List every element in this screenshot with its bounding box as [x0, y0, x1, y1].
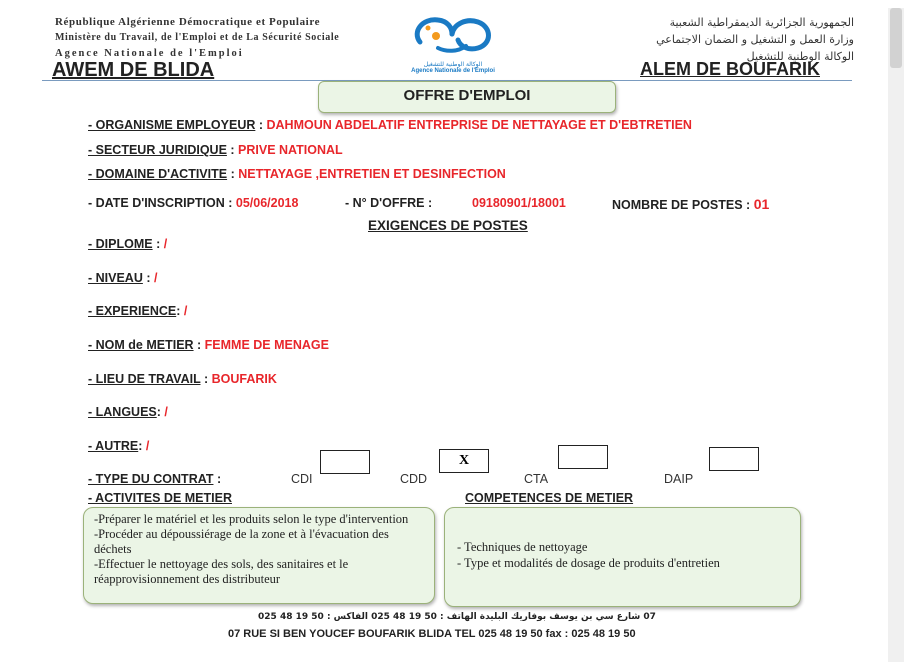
section-title: EXIGENCES DE POSTES: [368, 218, 528, 233]
field-label: - AUTRE: [88, 439, 139, 453]
field-value: 05/06/2018: [235, 196, 299, 210]
field-label: NOMBRE DE POSTES: [612, 198, 743, 212]
field-label: - LANGUES: [88, 405, 157, 419]
field-domaine: [88, 167, 506, 181]
document-title: OFFRE D'EMPLOI: [318, 81, 616, 113]
field-secteur: [88, 143, 343, 157]
field-label: - NIVEAU: [88, 271, 143, 285]
field-label: - LIEU DE TRAVAIL: [88, 372, 201, 386]
header-fr-line-1: République Algérienne Démocratique et Populaire: [55, 16, 321, 28]
field-value: /: [164, 405, 168, 419]
field-separator: :: [226, 143, 239, 157]
contract-cdi-label: CDI: [291, 472, 313, 486]
field-separator: :: [156, 405, 165, 419]
footer-address-fr: 07 RUE SI BEN YOUCEF BOUFARIK BLIDA TEL 025 48 19 50 fax : 025 48 19 50: [228, 628, 636, 640]
field-organisme: [88, 118, 692, 132]
field-separator: :: [200, 372, 212, 386]
contract-daip-label: DAIP: [664, 472, 694, 486]
field-separator: :: [138, 439, 146, 453]
field-value: 01: [753, 196, 770, 212]
header-ar-line-2: وزارة العمل و التشغيل و الضمان الاجتماعي: [656, 33, 854, 46]
field-value: NETTAYAGE ,ENTRETIEN ET DESINFECTION: [238, 167, 506, 181]
footer-address-ar: 07 شارع سي بن يوسف بوفاريك البليدة الهاتف : 50 19 48 025 الفاكس : 50 19 48 025: [258, 612, 656, 622]
agency-left-label: AWEM DE BLIDA: [52, 59, 215, 81]
req-diplome: [88, 237, 167, 251]
logo-caption-ar: الوكالة الوطنية للتشغيل: [423, 61, 483, 68]
field-separator: :: [152, 237, 164, 251]
field-label: - TYPE DU CONTRAT: [88, 472, 214, 486]
req-experience: [88, 304, 187, 318]
scrollbar-thumb[interactable]: [890, 8, 902, 68]
field-label: - ORGANISME EMPLOYEUR: [88, 118, 256, 132]
header-fr-line-2: Ministère du Travail, de l'Emploi et de La Sécurité Sociale: [55, 32, 340, 43]
header-arabic: [656, 14, 854, 65]
field-separator: :: [176, 304, 184, 318]
field-offre-value: 09180901/18001: [472, 196, 566, 210]
field-value: /: [145, 439, 150, 453]
field-value: /: [163, 237, 168, 251]
contract-cta-checkbox[interactable]: [558, 445, 608, 469]
field-value: PRIVE NATIONAL: [238, 143, 343, 157]
logo-caption-fr: Agence Nationale de l'Emploi: [411, 68, 495, 74]
field-separator: :: [142, 271, 154, 285]
contract-cdd-label: CDD: [400, 472, 428, 486]
competence-item: - Techniques de nettoyage: [457, 540, 588, 554]
anem-logo: [398, 12, 508, 76]
contract-daip-checkbox[interactable]: [709, 447, 759, 471]
field-value: /: [183, 304, 188, 318]
field-separator: :: [193, 338, 205, 352]
field-label: - DIPLOME: [88, 237, 153, 251]
field-separator: :: [742, 198, 754, 212]
header-fr-line-3: Agence Nationale de l'Emploi: [55, 48, 244, 59]
activity-item: -Préparer le matériel et les produits selon le type d'intervention: [94, 512, 409, 526]
activities-panel: [83, 507, 435, 604]
field-label: - SECTEUR JURIDIQUE: [88, 143, 227, 157]
agency-right-label: ALEM DE BOUFARIK: [640, 59, 820, 79]
field-offre: [345, 196, 432, 210]
field-label: - N° D'OFFRE :: [345, 196, 433, 210]
competences-title: COMPETENCES DE METIER: [465, 491, 634, 505]
activity-item: -Effectuer le nettoyage des sols, des sanitaires et le réapprovisionnement des distributeur: [94, 557, 349, 586]
anem-logo-icon: [408, 12, 498, 58]
header-french: [55, 14, 339, 62]
field-value: /: [153, 271, 158, 285]
req-lieu: [88, 372, 277, 386]
header-ar-line-1: الجمهورية الجزائرية الديمقراطية الشعبية: [669, 16, 854, 29]
req-niveau: [88, 271, 157, 285]
field-value: FEMME DE MENAGE: [204, 338, 329, 352]
contract-cdd-checkbox[interactable]: X: [439, 449, 489, 473]
contract-cta-label: CTA: [524, 472, 549, 486]
competences-panel: [444, 507, 801, 607]
field-label: - DATE D'INSCRIPTION :: [88, 196, 236, 210]
field-value: BOUFARIK: [211, 372, 277, 386]
header-ar-line-3: الوكالة الوطنية للتشغيل: [746, 50, 854, 63]
field-label: - NOM de METIER: [88, 338, 194, 352]
activities-title: - ACTIVITES DE METIER: [88, 491, 232, 505]
field-separator: :: [227, 167, 239, 181]
req-langues: [88, 405, 168, 419]
field-label: - EXPERIENCE: [88, 304, 177, 318]
req-metier: [88, 338, 329, 352]
contract-cdi-checkbox[interactable]: [320, 450, 370, 474]
field-separator: :: [255, 118, 267, 132]
field-date: [88, 196, 298, 210]
vertical-scrollbar[interactable]: [888, 8, 904, 662]
activity-item: -Procéder au dépoussiérage de la zone et à l'évacuation des déchets: [94, 527, 389, 556]
req-autre: [88, 439, 149, 453]
field-separator: :: [213, 472, 222, 486]
competence-item: - Type et modalités de dosage de produits d'entretien: [457, 556, 720, 570]
field-label: - DOMAINE D'ACTIVITE: [88, 167, 228, 181]
contract-type: [88, 472, 221, 486]
field-postes: [612, 196, 769, 212]
field-value: DAHMOUN ABDELATIF ENTREPRISE DE NETTAYAGE ET D'EBTRETIEN: [266, 118, 692, 132]
